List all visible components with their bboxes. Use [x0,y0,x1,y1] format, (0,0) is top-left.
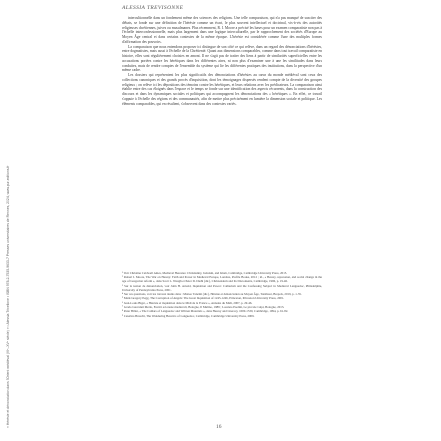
footnote: ⁷ Grado Giovanni Merlo, Eretici ed eresie medievali, Bologne, Il Mulino, 1989 ; Lorenzo Paolini, Le piccole volpi, Bologne, 2013. [122,304,285,309]
paragraph: Les dossiers qui représentent les plus significatifs des dénonciations d'hérésies au cœur du monde médiéval sont ceux des collections canoniques et des grands procès d'inquisition, dont les témoignages dispersés rendent compte de la diversité des groupes religieux ; on relève ici les dépositions des témoins contre les hérétiques, et leurs relations avec les prédicateurs. La comparaison ainsi établie entre des cas éloignés dans l'espace et le temps se fonde sur une identification des aspects récurrents, dans la construction des discours et dans les dynamiques sociales et politiques qui accompagnent les dénonciations des « hérétiques ». En effet, ce travail s'appuie à l'échelle des régions et des communautés, afin de mettre plus précisément en lumière la dimension sociale et politique. Les éléments comparables, qui en résultent, s'observent dans des contextes variés. [122,73,322,106]
footnote: ³ Sur la notion de dénonciation, voir John H. Arnold, Inquisition and Power: Catharism and the Confessing Subject in Medieval Languedoc, Philadelphie, University of Pennsylvania Press, 2001. [122,283,322,292]
footnote: ⁸ Peter Biller, « The Cathars of Languedoc and Written Materials », dans Heresy and Literacy, 1000-1530, Cambridge, 1994, p. 61-82. [122,309,289,314]
paragraph: intercultionnelle dans un fondement même des sciences des religions. Une telle comparaison, qui n'a pas manqué de susciter des débats, se fonde sur une définition de l'hérésie comme un écart, le plus souvent intellectuel et doctrinal, vis-à-vis des autorités religieuses chrétiennes, juives ou musulmanes. Plus récemment, R. I. Moore a précisé les bases pour un examen comparatiste non pas à l'échelle interconfessionnelle, mais plus largement dans une logique interculturelle, par le rapprochement des sociétés d'Europe au Moyen Âge central et dans certains contextes de la même époque. L'hérésie est considérée comme l'une des multiples formes d'affirmation des pouvoirs. [122,16,322,44]
page-number: 16 [216,424,222,430]
side-copyright-note: « Hérésie et dénonciation dans l'Orient médiéval (VIᵉ–XVᵉ siècle) » • Alessia Trivellone • ISBN 978-2-7535-9633-7 Presses universitaires de Rennes, 2024, www.pur-editions.fr [6,165,10,428]
running-head: ALESSIA TREVISONNE [122,5,184,11]
footnote: ⁹ Caterina Bruschi, The Wandering Heretics of Languedoc, Cambridge, Cambridge University Press, 2009. [122,313,255,318]
footnote: ⁵ Mark Gregory Pegg, The Corruption of Angels: The Great Inquisition of 1245-1246, Princeton, Princeton University Press, 2001. [122,296,285,301]
paragraph: La comparaison que nous entendons proposer ici distingue de son côté ce qui relève, dans un regard des dénonciations d'hérésies, entre dogmatistes, mais aussi à l'échelle de la Chrétienté. Quant aux dimensions comparables, comme dans tout travail comparatiste en histoire, elles sont régulièrement choisies en amont. Il ne s'agit pas de traiter des liens à partir de similarités superficielles entre les accusations portées contre les hérétiques dans les différentes aires, ni non plus d'examiner une à une les similitudes dans leurs conduites, mais de rendre comptes de l'ensemble du système qui lie les différentes pratiques des institutions, dans la perspective d'un même cadre. [122,44,322,73]
footnote: ¹ Voir Christine Caldwell Ames, Medieval Heresies: Christianity, Judaism, and Islam, Cambridge, Cambridge University Press, 2015. [122,271,288,275]
footnote: ⁴ Sur ces questions, voir les travaux réunis dans : Matteo Tanzini (dir.), Hérésie et dénonciation au Moyen Âge, Turnhout, Brepols, 2019, p. 1-35. [122,291,302,296]
footnote: ⁶ Jean-Louis Biget, « Hérésie et inquisition dans le Midi de la France », Annales du Midi, 2007, p. 29-46. [122,300,253,305]
footnote: ² Robert I. Moore, The War on Heresy: Faith and Power in Medieval Europe, Londres, Profile Books, 2012 ; id., « Heresy, repression, and social change in the age of Gregorian reform », dans Scott L. Waugh et Peter D. Diehl (dir.), Christendom and Its Discontents, Cambridge, 1996, p. 19-46. [122,275,322,284]
body-text [122,16,322,106]
footnotes [122,272,322,319]
